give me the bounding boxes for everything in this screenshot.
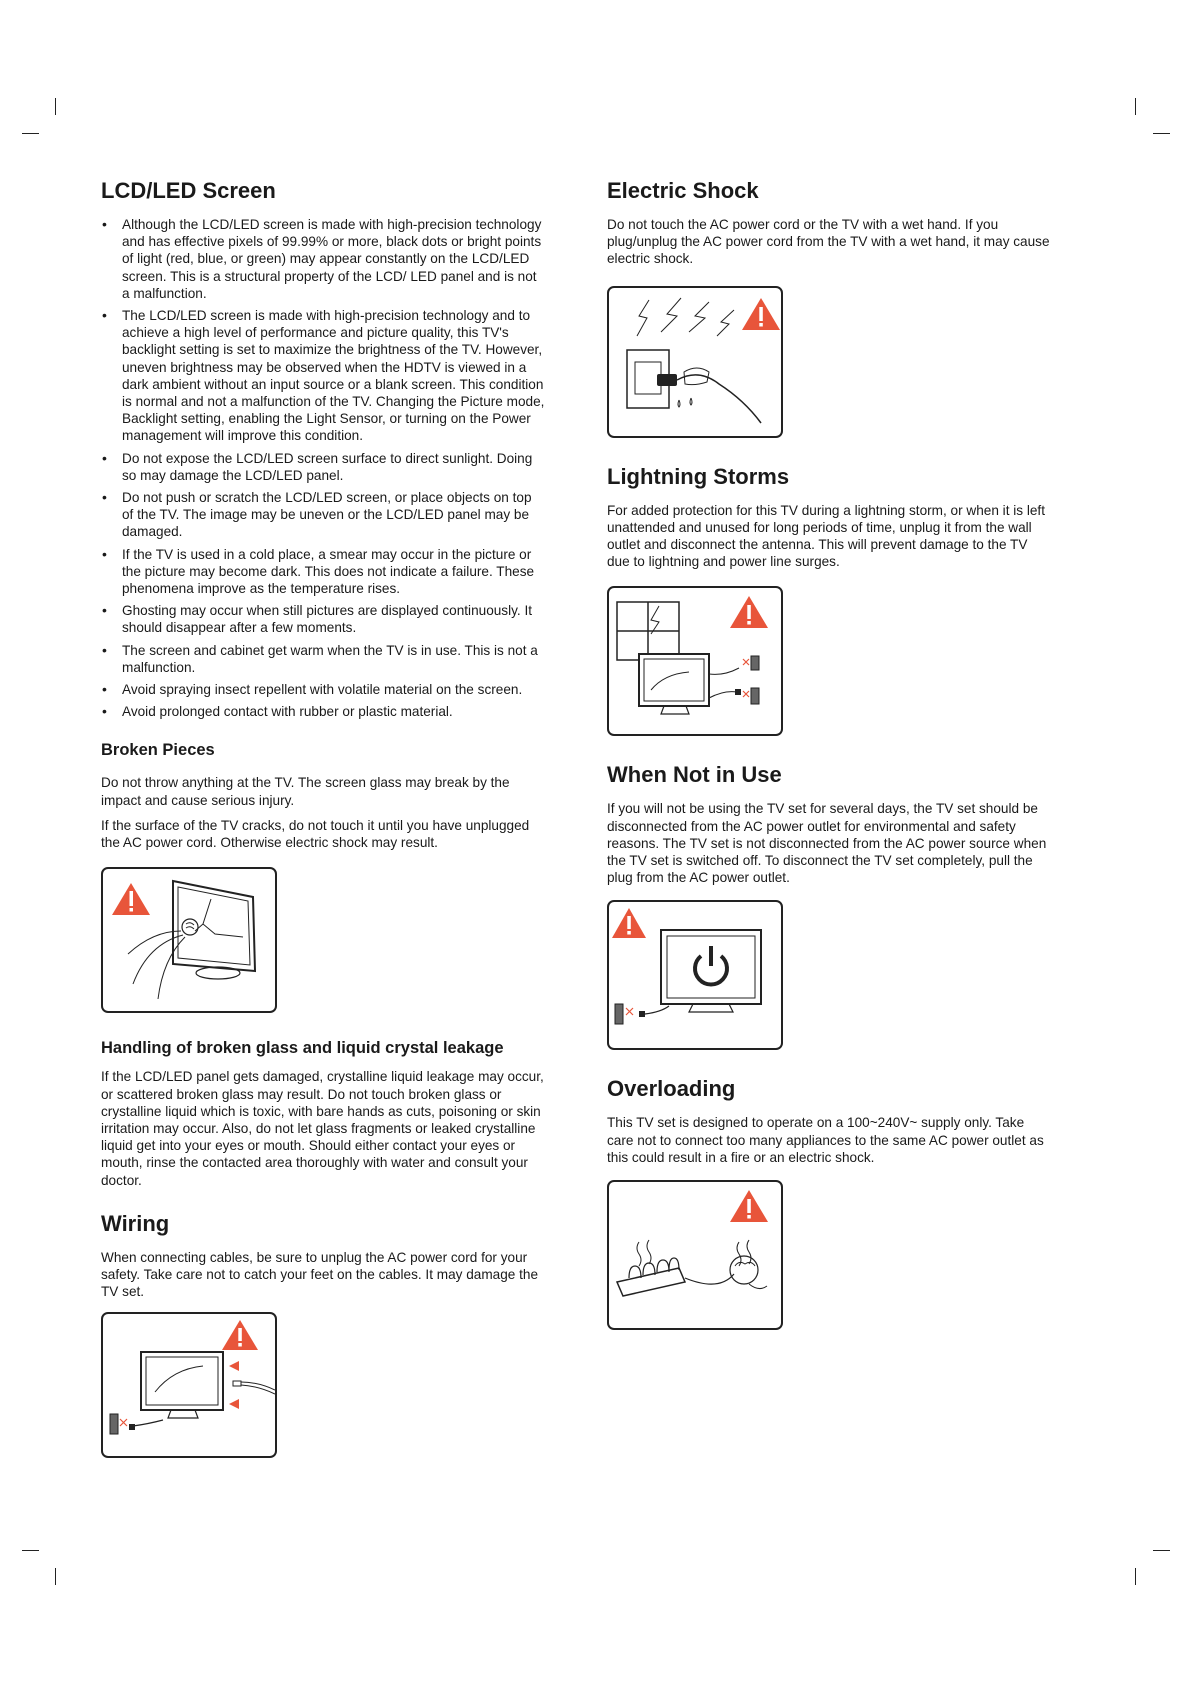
right-column <box>607 178 1052 1330</box>
crop-mark <box>55 1568 56 1585</box>
crop-mark <box>22 1550 39 1551</box>
wiring-title: Wiring <box>101 1210 170 1236</box>
crop-mark <box>1153 133 1170 134</box>
list-item: • Ghosting may occur when still pictures are displayed continuously. It should disappear after a few moments. <box>101 602 546 636</box>
overloading-title: Overloading <box>607 1076 736 1102</box>
broken-glass-title: Handling of broken glass and liquid crystal leakage <box>101 1039 504 1058</box>
warning-triangle-icon <box>742 298 780 330</box>
when-not-in-use-text: If you will not be using the TV set for several days, the TV set should be disconnected from the AC power outlet for environmental and safety reasons. The TV set is not disconnected from the AC power source when the TV set is switched off. To disconnect the TV set completely, pull the plug from the AC power outlet. <box>607 801 1047 886</box>
list-item: • Although the LCD/LED screen is made with high-precision technology and has effective pixels of 99.99% or more, black dots or bright points of light (red, blue, or green) may appear constantly on the LCD/LED screen. This is a structural property of the LCD/ LED panel and is not a malfunction. <box>101 216 546 302</box>
crop-mark <box>1153 1550 1170 1551</box>
warning-triangle-icon <box>612 908 646 938</box>
electric-shock-illustration <box>607 286 783 438</box>
warning-triangle-icon <box>730 1190 768 1222</box>
list-item: • If the TV is used in a cold place, a smear may occur in the picture or the picture may become dark. This does not indicate a failure. These phenomena improve as the temperature rises. <box>101 546 546 598</box>
warning-triangle-icon <box>222 1320 258 1350</box>
warning-triangle-icon <box>730 596 768 628</box>
broken-pieces-text-2: If the surface of the TV cracks, do not touch it until you have unplugged the AC power cord. Otherwise electric shock may result. <box>101 817 530 851</box>
lightning-icon <box>637 298 734 336</box>
electric-shock-text: Do not touch the AC power cord or the TV with a wet hand. If you plug/unplug the AC power cord from the TV with a wet hand, it may cause electric shock. <box>607 217 1050 267</box>
list-item: • The LCD/LED screen is made with high-precision technology and to achieve a high level of performance and picture quality, this TV's backlight setting is set to maximize the brightness of the TV. However, uneven brightness may be observed when the HDTV is viewed in a dark ambient without an input source or a blank screen. This condition is normal and not a malfunction of the TV. Changing the Picture mode, Backlight setting, enabling the Light Sensor, or turning on the Power management will improve this condition. <box>101 307 546 445</box>
list-item: • Do not push or scratch the LCD/LED screen, or place objects on top of the TV. The image may be uneven or the LCD/LED panel may be damaged. <box>101 489 546 541</box>
wiring-illustration <box>101 1312 277 1458</box>
when-not-in-use-illustration <box>607 900 783 1050</box>
lightning-storms-text: For added protection for this TV during a lightning storm, or when it is left unattended and unused for long periods of time, unplug it from the wall outlet and disconnect the antenna. This will prevent damage to the TV due to lightning and power line surges. <box>607 502 1045 570</box>
lcd-bullet-list <box>101 216 546 720</box>
crop-mark <box>1135 1568 1136 1585</box>
left-column <box>101 178 546 1458</box>
list-item: • The screen and cabinet get warm when the TV is in use. This is not a malfunction. <box>101 642 546 676</box>
power-icon <box>695 946 727 984</box>
list-item: • Avoid prolonged contact with rubber or plastic material. <box>101 703 546 720</box>
overloading-illustration <box>607 1180 783 1330</box>
wiring-text: When connecting cables, be sure to unplug the AC power cord for your safety. Take care not to catch your feet on the cables. It may damage the TV set. <box>101 1249 539 1300</box>
lcd-section-title: LCD/LED Screen <box>101 178 276 203</box>
crop-mark <box>22 133 39 134</box>
broken-pieces-text-1: Do not throw anything at the TV. The screen glass may break by the impact and cause serious injury. <box>101 775 510 808</box>
broken-pieces-title: Broken Pieces <box>101 741 215 760</box>
broken-glass-text: If the LCD/LED panel gets damaged, crystalline liquid leakage may occur, or scattered broken glass may result. Do not touch broken glass or crystalline liquid which is toxic, with bare hands as cuts, poisoning or skin irritation may occur. Also, do not let glass fragments or leaked crystalline liquid get into your eyes or mouth. Should either contact your eyes or mouth, rinse the contacted area thoroughly with water and consult your doctor. <box>101 1069 544 1188</box>
electric-shock-title: Electric Shock <box>607 178 759 203</box>
plug-icon <box>615 1004 669 1024</box>
lightning-storms-illustration <box>607 586 783 736</box>
crop-mark <box>1135 98 1136 115</box>
overloading-text: This TV set is designed to operate on a 100~240V~ supply only. Take care not to connect too many appliances to the same AC power outlet as this could result in a fire or an electric shock. <box>607 1115 1044 1165</box>
crop-mark <box>55 98 56 115</box>
when-not-in-use-title: When Not in Use <box>607 762 782 788</box>
list-item: • Avoid spraying insect repellent with volatile material on the screen. <box>101 681 546 698</box>
warning-triangle-icon <box>112 883 150 915</box>
list-item: • Do not expose the LCD/LED screen surface to direct sunlight. Doing so may damage the LCD/LED panel. <box>101 450 546 484</box>
lightning-storms-title: Lightning Storms <box>607 463 790 489</box>
broken-screen-illustration <box>101 867 277 1013</box>
